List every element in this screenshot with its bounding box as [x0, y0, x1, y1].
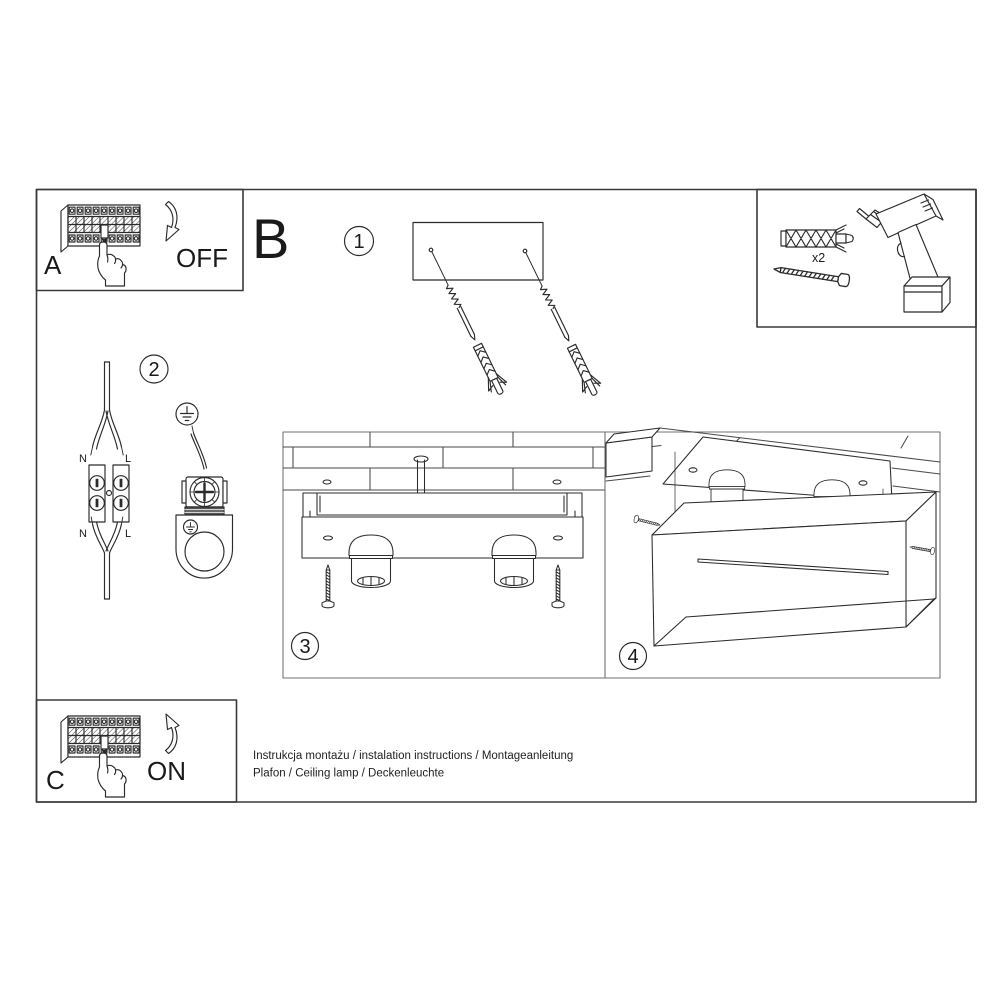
screw-anchor-icon: [423, 247, 510, 398]
section-b-label: B: [252, 207, 290, 270]
wire-live-label: L: [125, 453, 132, 465]
wire-neutral-label: N: [79, 453, 87, 465]
wire-neutral-label: N: [79, 528, 87, 540]
tools-figure: [773, 194, 950, 312]
footer-line-2: Plafon / Ceiling lamp / Deckenleuchte: [253, 767, 445, 780]
step-1-number: 1: [353, 231, 365, 253]
ceiling-cable: [414, 456, 428, 493]
anchor-head: [553, 480, 561, 484]
ground-clamp-diagram: [176, 426, 233, 578]
screw-anchor-icon: [517, 248, 604, 399]
lamp-socket-icon: [349, 535, 393, 588]
drill-icon: [857, 194, 950, 312]
screw-icon: [322, 565, 334, 608]
step-2-figure: [89, 362, 233, 599]
ceiling-beam-end: [606, 428, 660, 477]
pressing-hand-icon: [98, 753, 126, 797]
screw-icon: [633, 515, 661, 529]
terminal-block-diagram: [89, 362, 132, 599]
lamp-socket-icon: [492, 535, 536, 588]
mounted-bracket-plate: [663, 437, 892, 501]
screw-icon: [773, 263, 850, 287]
power-off-figure: [61, 202, 179, 287]
ground-symbol-icon: [176, 403, 198, 425]
arrow-up-icon: [166, 714, 180, 754]
mounting-bracket: [303, 493, 582, 517]
step-3-number: 3: [299, 636, 311, 658]
panel-a-label: A: [44, 250, 62, 280]
pressing-hand-icon: [98, 242, 126, 286]
step-3-figure: [283, 432, 605, 678]
step-4-number: 4: [627, 646, 639, 668]
wall-anchor-icon: [781, 225, 853, 252]
footer-line-1: Instrukcja montażu / instalation instructions / Montageanleitung: [253, 750, 574, 762]
panel-c-label: C: [46, 765, 65, 795]
anchor-head: [323, 480, 331, 484]
on-label: ON: [147, 756, 186, 786]
box-shade: [652, 492, 936, 646]
anchor-quantity-label: x2: [812, 251, 826, 265]
lamp-canopy: [302, 517, 583, 558]
step-4-figure: [605, 428, 940, 678]
step-2-number: 2: [148, 359, 160, 381]
wire-live-label: L: [125, 528, 132, 540]
step-1-figure: [413, 223, 604, 400]
arrow-down-icon: [166, 202, 180, 242]
off-label: OFF: [176, 243, 228, 273]
screw-icon: [552, 565, 564, 608]
